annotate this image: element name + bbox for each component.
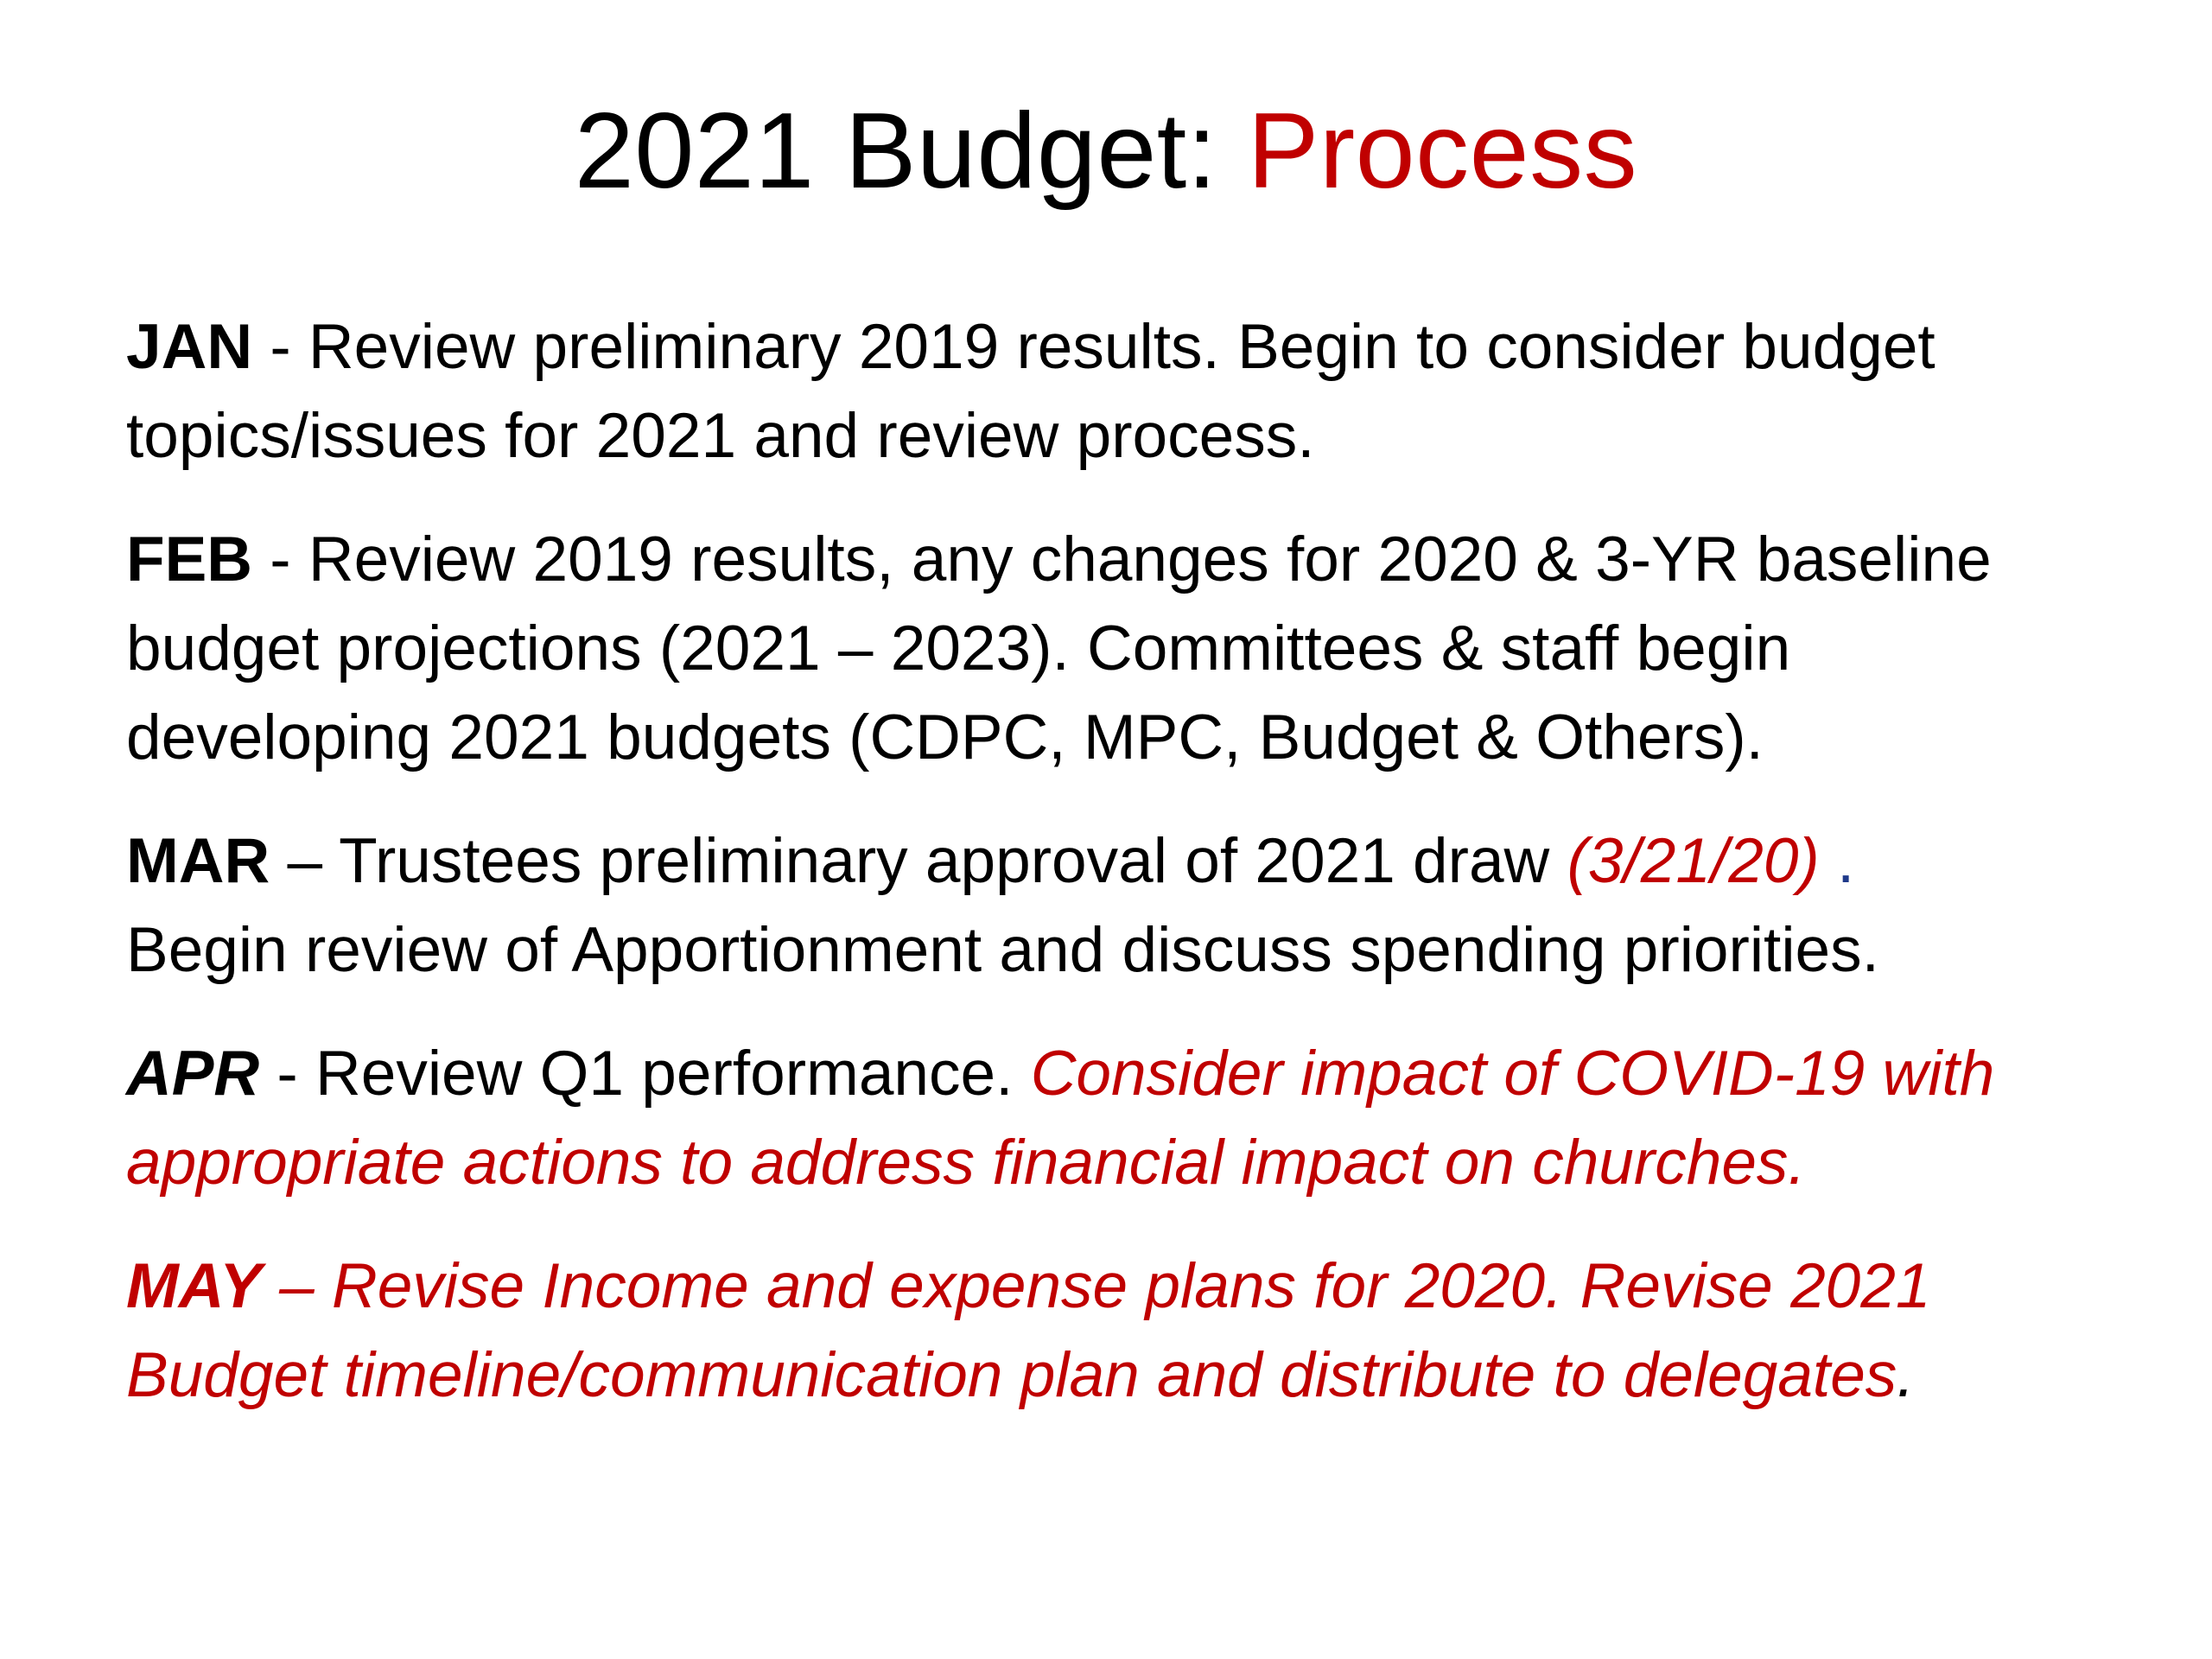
trailing-dot: . bbox=[1819, 826, 1855, 896]
timeline-line bbox=[126, 515, 2131, 604]
item-text: – Trustees preliminary approval of 2021 draw bbox=[270, 826, 1567, 896]
timeline-line bbox=[126, 302, 2131, 391]
item-text: budget projections (2021 – 2023). Committees & staff begin bbox=[126, 613, 1791, 683]
item-text: developing 2021 budgets (CDPC, MPC, Budget & Others). bbox=[126, 702, 1764, 772]
timeline-item-jan bbox=[126, 302, 2131, 480]
end-period: . bbox=[1897, 1340, 1915, 1410]
title-accent: Process bbox=[1247, 92, 1638, 211]
month-label: MAY bbox=[126, 1251, 262, 1321]
item-text-highlight: Consider impact of COVID-19 with bbox=[1030, 1039, 1995, 1109]
slide-title bbox=[0, 86, 2212, 216]
timeline-item-mar bbox=[126, 817, 2131, 995]
month-label: APR bbox=[126, 1039, 260, 1109]
timeline-line bbox=[126, 1029, 2131, 1118]
item-text-highlight: Budget timeline/communication plan and distribute to delegates bbox=[126, 1340, 1897, 1410]
timeline-line bbox=[126, 1242, 2131, 1331]
timeline-item-feb bbox=[126, 515, 2131, 782]
title-prefix: 2021 Budget: bbox=[574, 92, 1248, 211]
month-label: JAN bbox=[126, 312, 253, 382]
timeline-item-may bbox=[126, 1242, 2131, 1420]
timeline-line bbox=[126, 817, 2131, 906]
timeline-list bbox=[126, 302, 2131, 1454]
approval-date: (3/21/20) bbox=[1567, 826, 1820, 896]
month-label: FEB bbox=[126, 524, 252, 594]
item-text-highlight: – Revise Income and expense plans for 2020. Revise 2021 bbox=[261, 1251, 1931, 1321]
item-text: - Review 2019 results, any changes for 2020 & 3-YR baseline bbox=[252, 524, 1992, 594]
item-text: - Review Q1 performance. bbox=[259, 1039, 1031, 1109]
item-text: Begin review of Apportionment and discuss spending priorities. bbox=[126, 915, 1879, 985]
timeline-item-apr bbox=[126, 1029, 2131, 1207]
timeline-line bbox=[126, 1331, 2131, 1420]
item-text-highlight: appropriate actions to address financial impact on churches. bbox=[126, 1128, 1806, 1198]
item-text: - Review preliminary 2019 results. Begin to consider budget bbox=[252, 312, 1936, 382]
month-label: MAR bbox=[126, 826, 270, 896]
item-text: topics/issues for 2021 and review process. bbox=[126, 401, 1315, 471]
